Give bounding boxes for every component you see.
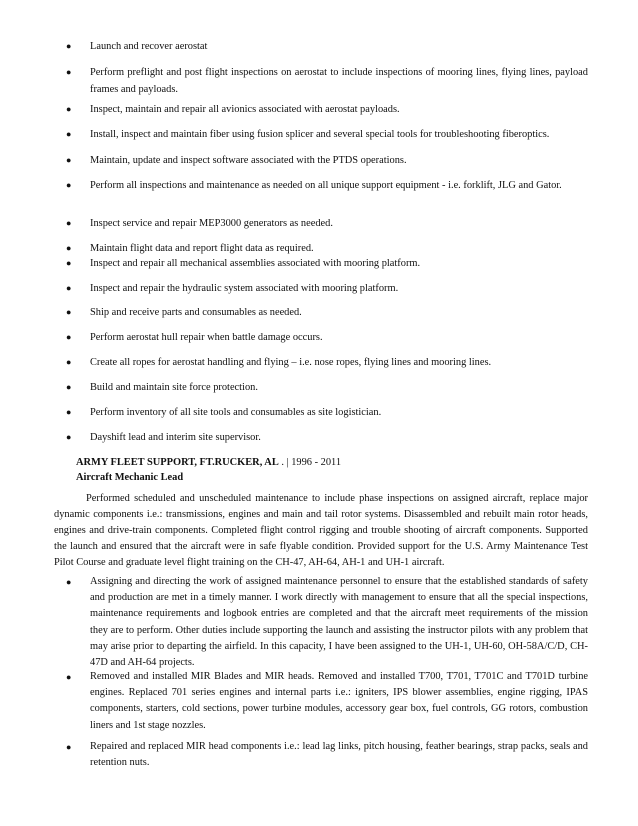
list-item: ● Maintain flight data and report flight data as required. [60,240,588,257]
bullet-icon: ● [66,258,72,268]
list-item: ● Perform aerostat hull repair when battle damage occurs. [60,329,588,346]
bullet-icon: ● [66,382,72,392]
bullet-icon: ● [66,407,72,417]
bullet-icon: ● [66,307,72,317]
job-dates: . | 1996 - 2011 [278,457,342,468]
job-title: Aircraft Mechanic Lead [76,472,184,483]
bullet-icon: ● [66,104,72,114]
bullet-icon: ● [66,243,72,253]
bullet-icon: ● [66,357,72,367]
bullet-icon: ● [66,180,72,190]
list-item: ● Inspect service and repair MEP3000 generators as needed. [60,215,588,232]
list-item: ● Assigning and directing the work of assigned maintenance personnel to ensure that the established standards of safety and production are met in a timely manner. I work directly with management to ensure that all the special inspections, maintenance requirements and logbook entries are completed and that the aircraft meet requirements of the mission they are to perform. Other duties include supporting the launch and assisting the instructor pilots with any problem that may arise prior to departing the airfield. In this capacity, I have been assigned to the UH-1, UH-60, OH-58A/C/D, CH-47D and AH-64 projects. [66,576,588,669]
bullet-icon: ● [66,218,72,228]
bullet-icon: ● [66,432,72,442]
list-item: ● Inspect, maintain and repair all avionics associated with aerostat payloads. [60,101,588,118]
job-header [76,455,341,485]
list-item: ● Maintain, update and inspect software associated with the PTDS operations. [60,152,588,169]
list-item: ● Launch and recover aerostat [60,38,588,55]
list-item: ● Removed and installed MIR Blades and MIR heads. Removed and installed T700, T701, T701C and T701D turbine engines. Replaced 701 series engines and internal parts i.e.: igniters, IPS blower assemblies, engine rigging, IPAS components, starters, cold sections, power turbine modules, accessory gear box, fuel controls, GG rotors, combustion liners and 1st stage nozzles. [66,671,588,731]
bullet-icon: ● [66,577,72,587]
bullet-icon: ● [66,742,72,752]
list-item: ● Perform inventory of all site tools and consumables as site logistician. [60,404,588,421]
list-item: ● Repaired and replaced MIR head components i.e.: lead lag links, pitch housing, feather bearings, strap packs, seals and retention nuts. [66,741,588,769]
list-item: ● Ship and receive parts and consumables as needed. [60,304,588,321]
bullet-icon: ● [66,41,72,51]
list-item: ● Create all ropes for aerostat handling and flying – i.e. nose ropes, flying lines and mooring lines. [60,354,588,371]
list-item: ● Dayshift lead and interim site supervisor. [60,429,588,446]
job-summary: Performed scheduled and unscheduled maintenance to include phase inspections on assigned aircraft, replace major dynamic components i.e.: transmissions, engines and main and tail rotor systems. Disassembled and rebuilt main rotor heads, engines and drive-train components. Completed flight control rigging and trouble shooting of aircraft components. Supported the launch and ensured that the aircraft were in safe flyable condition. Provided support for the U.S. Army Maintenance Test Pilot Course and graduate level flight training on the CH-47, AH-64, AH-1 and UH-1 aircraft. [54,493,588,568]
list-item: ● Perform all inspections and maintenance as needed on all unique support equipment - i.e. forklift, JLG and Gator. [60,177,588,194]
list-item: ● Inspect and repair the hydraulic system associated with mooring platform. [60,280,588,297]
list-item: ● Build and maintain site force protection. [60,379,588,396]
bullet-icon: ● [66,283,72,293]
list-item: ● Perform preflight and post flight inspections on aerostat to include inspections of mooring lines, flying lines, payload frames and payloads. [60,64,588,98]
list-item: ● Inspect and repair all mechanical assemblies associated with mooring platform. [60,255,588,272]
list-item: ● Install, inspect and maintain fiber using fusion splicer and several special tools for troubleshooting fiberoptics. [60,126,588,143]
bullet-icon: ● [66,672,72,682]
bullet-icon: ● [66,332,72,342]
job-company: ARMY FLEET SUPPORT, FT.RUCKER, AL [76,457,279,468]
job-employer-line [76,455,341,470]
bullet-icon: ● [66,129,72,139]
bullet-icon: ● [66,67,72,77]
bullet-icon: ● [66,155,72,165]
